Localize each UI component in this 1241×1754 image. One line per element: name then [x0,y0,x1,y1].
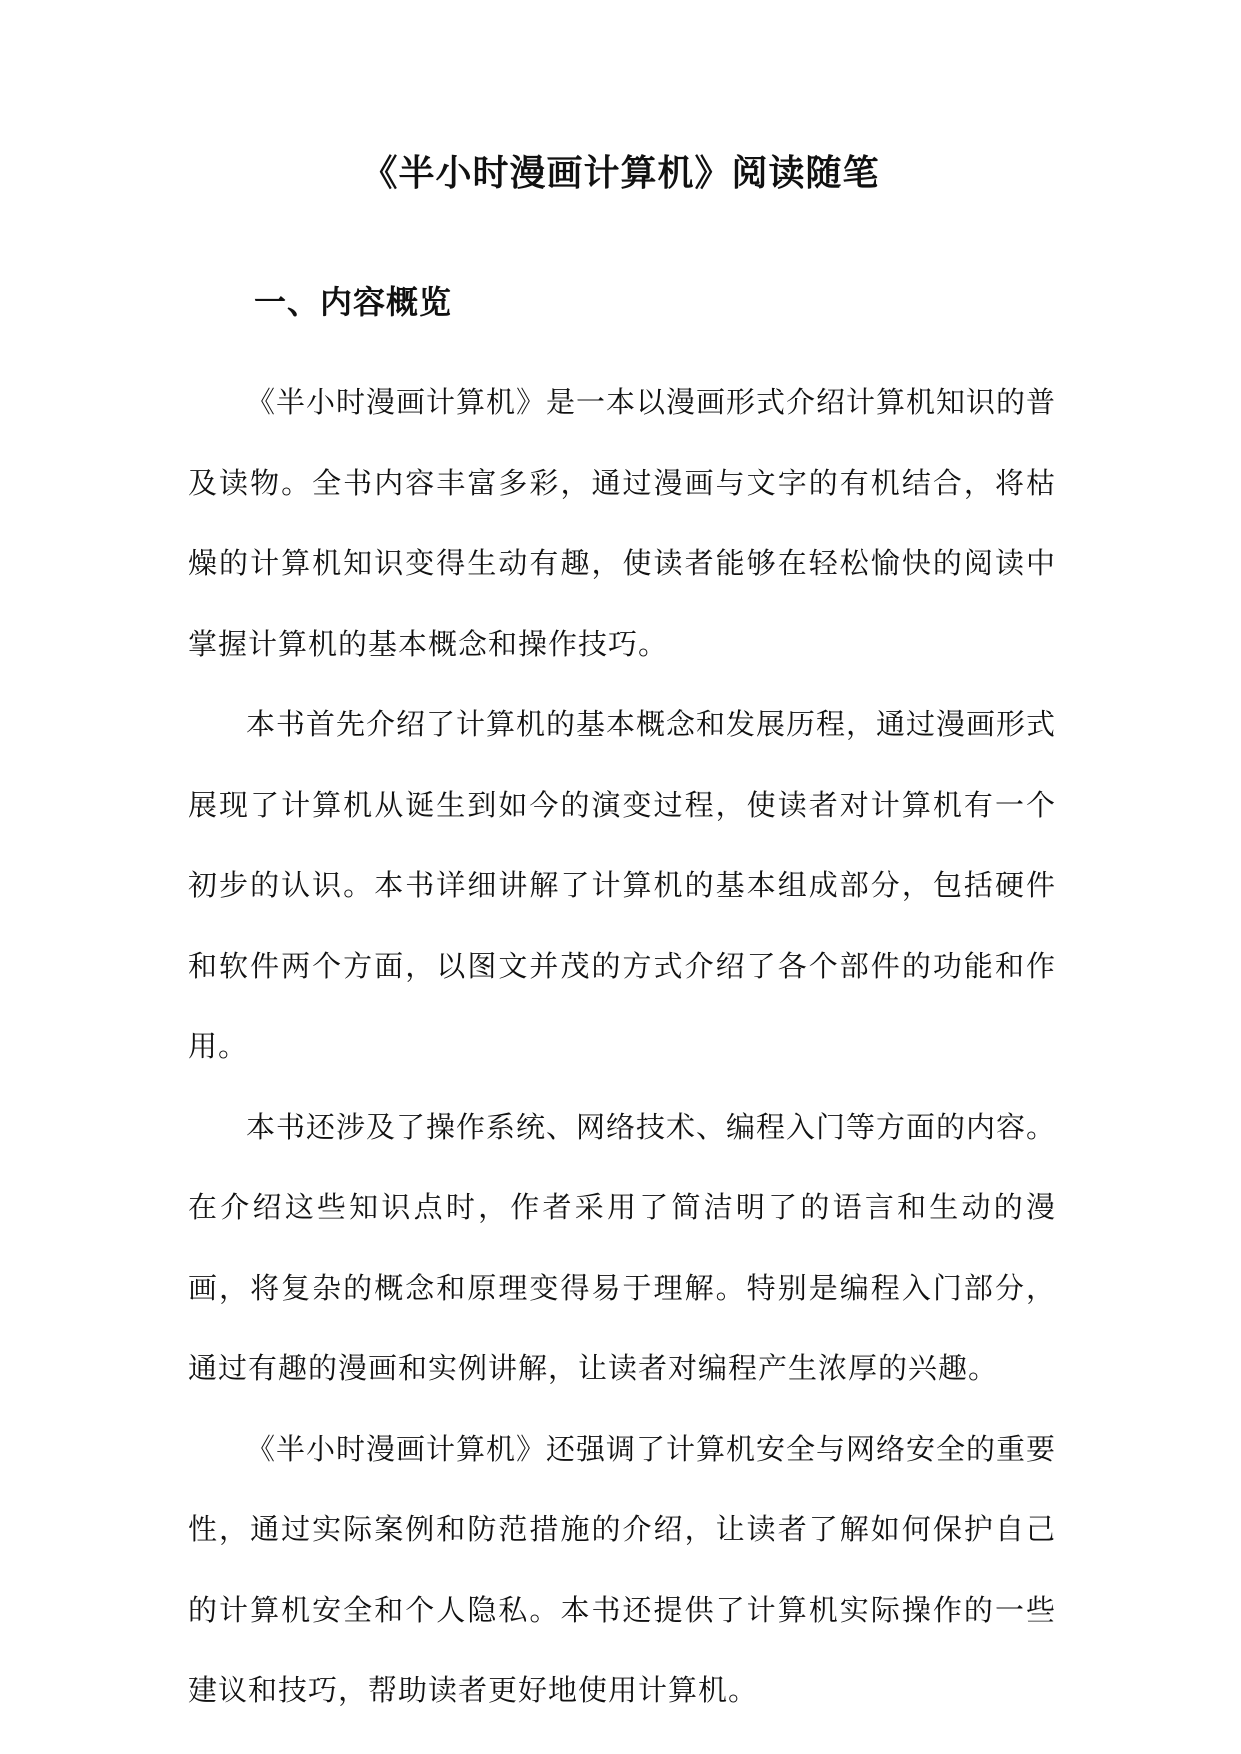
paragraph-4: 《半小时漫画计算机》还强调了计算机安全与网络安全的重要性，通过实际案例和防范措施的介绍，让读者了解如何保护自己的计算机安全和个人隐私。本书还提供了计算机实际操作的一些建议和技巧，帮助读者更好地使用计算机。 [188,1431,1057,1707]
paragraph-3: 本书还涉及了操作系统、网络技术、编程入门等方面的内容。在介绍这些知识点时，作者采用了简洁明了的语言和生动的漫画，将复杂的概念和原理变得易于理解。特别是编程入门部分，通过有趣的漫画和实例讲解，让读者对编程产生浓厚的兴趣。 [188,1109,1057,1385]
paragraph-2: 本书首先介绍了计算机的基本概念和发展历程，通过漫画形式展现了计算机从诞生到如今的演变过程，使读者对计算机有一个初步的认识。本书详细讲解了计算机的基本组成部分，包括硬件和软件两个方面，以图文并茂的方式介绍了各个部件的功能和作用。 [188,707,1057,1063]
body-text [188,362,1056,1731]
paragraph-1: 《半小时漫画计算机》是一本以漫画形式介绍计算机知识的普及读物。全书内容丰富多彩，通过漫画与文字的有机结合，将枯燥的计算机知识变得生动有趣，使读者能够在轻松愉快的阅读中掌握计算机的基本概念和操作技巧。 [188,385,1057,661]
section-heading: 一、内容概览 [254,283,453,321]
page-title: 《半小时漫画计算机》阅读随笔 [361,152,880,194]
